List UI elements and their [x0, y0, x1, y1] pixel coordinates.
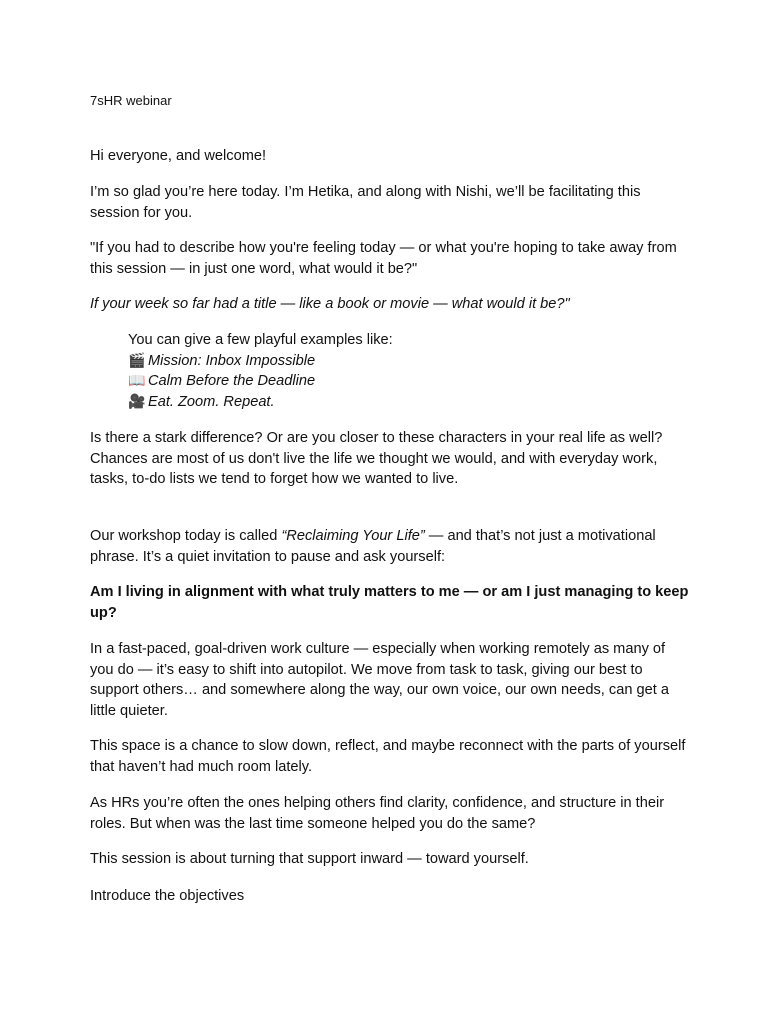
example-text: Eat. Zoom. Repeat.: [148, 393, 275, 410]
intro-paragraph: I’m so glad you’re here today. I’m Hetika, and along with Nishi, we’ll be facilitating this session for you.: [90, 184, 641, 221]
document-title: 7sHR webinar: [90, 93, 172, 108]
one-word-question: "If you had to describe how you're feeling today — or what you're hoping to take away from this session — in just one word, what would it be?": [90, 240, 677, 277]
example-item: [128, 371, 628, 392]
video-camera-icon: 🎥: [128, 393, 146, 410]
workshop-prefix: Our workshop today is called: [90, 528, 282, 544]
space-paragraph: This space is a chance to slow down, reflect, and maybe reconnect with the parts of yourself that haven’t had much room lately.: [90, 738, 686, 775]
workshop-suffix: — and that’s not just a motivational phrase. It’s a quiet invitation to pause and ask yourself:: [90, 528, 656, 565]
example-item: [128, 392, 628, 413]
open-book-icon: 📖: [128, 373, 146, 389]
examples-block: [128, 330, 628, 412]
week-title-question: If your week so far had a title — like a book or movie — what would it be?": [90, 296, 570, 312]
alignment-question: Am I living in alignment with what truly matters to me — or am I just managing to keep up?: [90, 584, 689, 621]
example-text: Calm Before the Deadline: [148, 373, 316, 389]
example-text: Mission: Inbox Impossible: [148, 352, 316, 369]
objectives-line: Introduce the objectives: [90, 888, 245, 904]
autopilot-paragraph: In a fast-paced, goal-driven work culture — especially when working remotely as many of you do — it’s easy to shift into autopilot. We move from task to task, giving our best to support others… and somewhere along the way, our own voice, our own needs, can get a little quieter.: [90, 641, 669, 719]
contrast-paragraph: Is there a stark difference? Or are you closer to these characters in your real life as well? Chances are most of us don't live the life we thought we would, and with everyday work, tasks, to-do lists we tend to forget how we wanted to live.: [90, 430, 663, 487]
workshop-paragraph: [90, 526, 690, 567]
example-item: [128, 351, 628, 372]
workshop-name: “Reclaiming Your Life”: [281, 528, 425, 544]
hrs-paragraph: As HRs you’re often the ones helping others find clarity, confidence, and structure in their roles. But when was the last time someone helped you do the same?: [90, 795, 665, 832]
greeting-paragraph: Hi everyone, and welcome!: [90, 148, 267, 164]
examples-lead: You can give a few playful examples like:: [128, 332, 393, 348]
inward-paragraph: This session is about turning that support inward — toward yourself.: [90, 851, 529, 867]
clapperboard-icon: 🎬: [128, 352, 146, 369]
